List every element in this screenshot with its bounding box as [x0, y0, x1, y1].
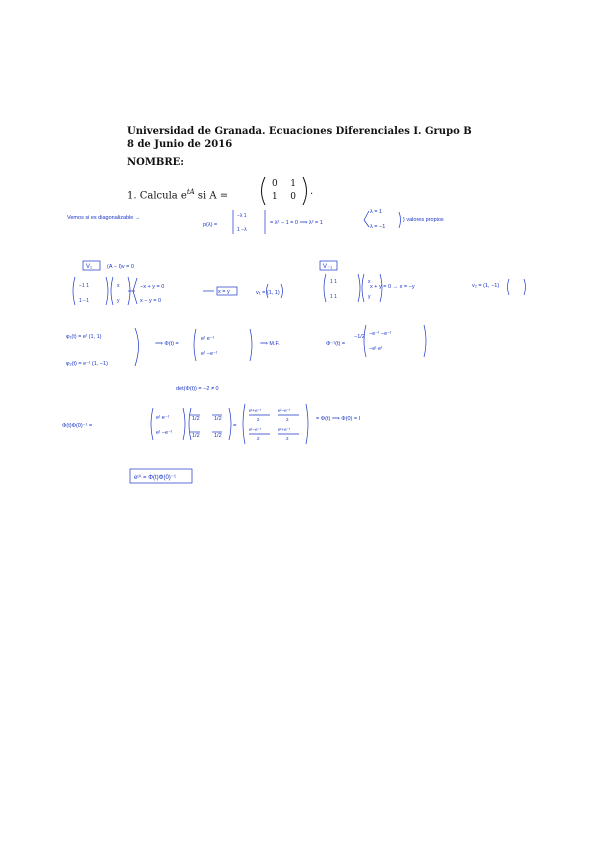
- svg-text:eᵗ −e⁻ᵗ: eᵗ −e⁻ᵗ: [156, 430, 173, 436]
- matrix-cell: 1: [290, 179, 296, 189]
- problem-prefix: 1. Calcula e: [127, 190, 187, 202]
- exam-header-title: Universidad de Granada. Ecuaciones Diferenciales I. Grupo B: [127, 126, 472, 137]
- problem-exponent: tA: [186, 188, 195, 196]
- svg-text:eᵗ+e⁻ᵗ: eᵗ+e⁻ᵗ: [278, 427, 290, 432]
- hw-v2-box-label: V₋₁: [323, 264, 333, 270]
- hw-half-2: 1/2: [214, 416, 222, 422]
- hw-half-3: 1/2: [192, 433, 200, 439]
- hw-result-tail: = Φ(t) ⟹ Φ(0) = I: [316, 416, 361, 422]
- hw-v1-result: x = y: [218, 289, 230, 295]
- matrix-cell: 1: [272, 192, 278, 202]
- svg-text:2: 2: [257, 417, 260, 422]
- hw-phi1: φ₁(t) = eᵗ (1, 1): [66, 334, 102, 340]
- hw-v2-relation: x + y = 0 → x = −y: [370, 284, 415, 290]
- hw-v1-box-label: V₁: [86, 264, 93, 270]
- matrix-cell: 0: [272, 179, 278, 189]
- hw-inverse-label: Φ⁻¹(t) =: [326, 341, 346, 347]
- hw-v1-eq: (A − I)v = 0: [107, 264, 134, 270]
- hw-v1-sys2: x − y = 0: [140, 298, 162, 304]
- svg-text:−eᵗ eᵗ: −eᵗ eᵗ: [369, 346, 383, 352]
- svg-text:eᵗ −e⁻ᵗ: eᵗ −e⁻ᵗ: [201, 351, 218, 357]
- svg-text:eᵗ e⁻ᵗ: eᵗ e⁻ᵗ: [201, 336, 214, 342]
- svg-text:2: 2: [286, 436, 289, 441]
- exam-date: 8 de Junio de 2016: [127, 139, 233, 150]
- hw-determinant: det(Φ(t)) = −2 ≠ 0: [176, 386, 219, 392]
- hw-fund-solution: ⟹ M.F.: [260, 341, 280, 347]
- svg-text:y: y: [368, 294, 371, 300]
- svg-text:−e⁻ᵗ −e⁻ᵗ: −e⁻ᵗ −e⁻ᵗ: [369, 331, 392, 337]
- hw-charpoly-label: p(λ) =: [203, 222, 218, 228]
- hw-v2-vector: v₂ = (1, −1): [472, 283, 500, 289]
- problem-middle: si A =: [194, 190, 229, 202]
- hw-inverse-factor: −1/2: [354, 334, 365, 340]
- svg-text:1 1: 1 1: [330, 279, 337, 285]
- hw-half-4: 1/2: [214, 433, 222, 439]
- hw-half-1: 1/2: [192, 416, 200, 422]
- matrix-cell: 0: [290, 192, 296, 202]
- svg-text:eᵗ e⁻ᵗ: eᵗ e⁻ᵗ: [156, 415, 169, 421]
- svg-text:x: x: [117, 283, 120, 289]
- name-label: NOMBRE:: [127, 157, 184, 168]
- svg-text:1 −1: 1 −1: [79, 298, 89, 304]
- hw-eigen-label: } valores propios: [403, 217, 444, 223]
- hw-eigenvalue-1: λ = 1: [370, 209, 383, 215]
- svg-text:x: x: [368, 279, 371, 285]
- hw-diag-question: Vemos si es diagonalizable →: [67, 215, 141, 221]
- problem-suffix: .: [310, 186, 314, 197]
- hw-phi2: φ₂(t) = e⁻ᵗ (1, −1): [66, 361, 108, 367]
- svg-text:eᵗ−e⁻ᵗ: eᵗ−e⁻ᵗ: [278, 408, 290, 413]
- svg-text:eᵗ−e⁻ᵗ: eᵗ−e⁻ᵗ: [249, 427, 261, 432]
- svg-text:1 −λ: 1 −λ: [237, 227, 247, 233]
- svg-text:1 1: 1 1: [330, 294, 337, 300]
- hw-v1-sys1: −x + y = 0: [140, 284, 165, 290]
- hw-eigenvalue-2: λ = −1: [370, 224, 386, 230]
- svg-text:−1 1: −1 1: [79, 283, 89, 289]
- hw-v1-vector: v₁ = (1, 1): [256, 290, 280, 296]
- svg-text:2: 2: [286, 417, 289, 422]
- hw-final-answer: eᵗᴬ = Φ(t)Φ(0)⁻¹: [134, 475, 176, 481]
- hw-charpoly-eq: = λ² − 1 = 0 ⟹ λ² = 1: [270, 220, 323, 226]
- svg-text:eᵗ+e⁻ᵗ: eᵗ+e⁻ᵗ: [249, 408, 261, 413]
- svg-text:2: 2: [257, 436, 260, 441]
- svg-text:y: y: [117, 298, 120, 304]
- svg-text:=: =: [233, 423, 237, 429]
- hw-product-label: Φ(t)Φ(0)⁻¹ =: [62, 423, 93, 429]
- svg-text:−λ 1: −λ 1: [237, 213, 247, 219]
- hw-phi-matrix-label: ⟹ Φ(t) =: [155, 341, 179, 347]
